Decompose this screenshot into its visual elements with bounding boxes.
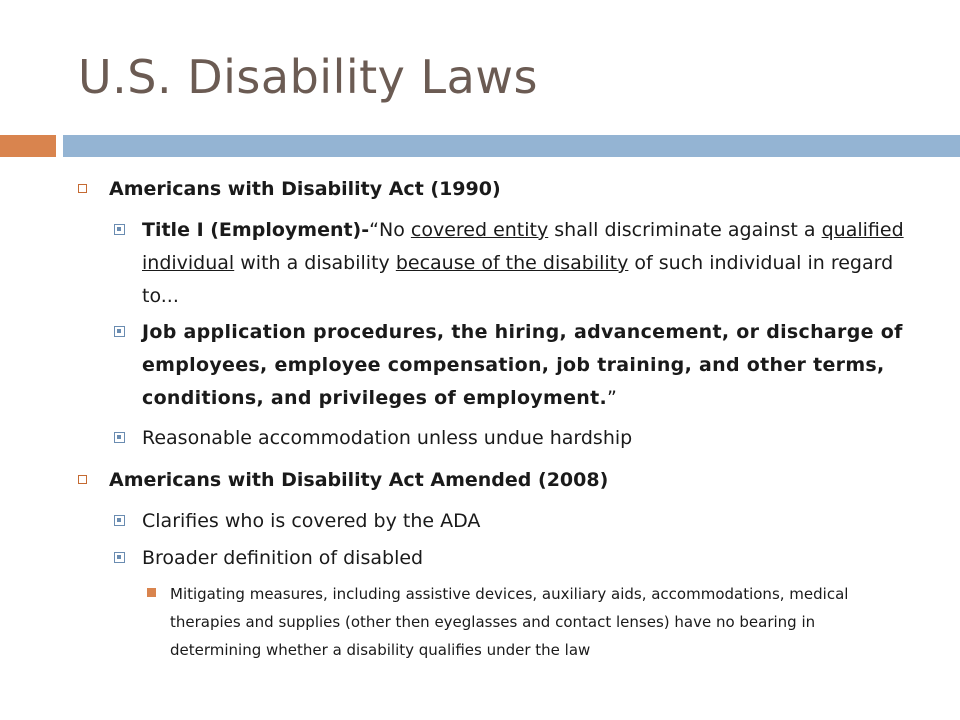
because-of-disability-term: because of the disability bbox=[395, 252, 629, 274]
title-i-prefix: Title I (Employment)- bbox=[142, 219, 370, 241]
clarifies-text: Clarifies who is covered by the ADA bbox=[142, 510, 481, 532]
filled-square-bullet-icon bbox=[114, 432, 125, 443]
square-bullet-icon bbox=[78, 184, 87, 193]
bullet-job-application bbox=[142, 316, 922, 415]
reasonable-accommodation-text: Reasonable accommodation unless undue hardship bbox=[142, 427, 633, 449]
filled-square-bullet-icon bbox=[114, 515, 125, 526]
square-bullet-icon bbox=[78, 475, 87, 484]
ada-2008-label: Americans with Disability Act Amended (2008) bbox=[109, 469, 609, 491]
quote-close: ” bbox=[607, 387, 617, 409]
title-i-text-2: with a disability bbox=[234, 252, 396, 274]
bullet-broader-definition bbox=[142, 542, 922, 575]
quote-open: “No bbox=[369, 219, 411, 241]
qualified-individual-term: qualified individual bbox=[142, 219, 904, 274]
covered-entity-term: covered entity bbox=[410, 219, 549, 241]
job-application-text: Job application procedures, the hiring, advancement, or discharge of employees, employee compensation, job training, and other terms, conditions, and privileges of employment. bbox=[142, 321, 903, 409]
mitigating-measures-text: Mitigating measures, including assistive devices, auxiliary aids, accommodations, medical therapies and supplies (other then eyeglasses and contact lenses) have no bearing in determining whether a disability qualifies under the law bbox=[170, 585, 849, 659]
ada-1990-label: Americans with Disability Act (1990) bbox=[109, 178, 501, 200]
bullet-clarifies bbox=[142, 505, 922, 538]
orange-square-bullet-icon bbox=[147, 588, 156, 597]
title-i-text-3: of such individual in regard to... bbox=[142, 252, 894, 307]
bullet-reasonable-accommodation bbox=[142, 422, 922, 455]
filled-square-bullet-icon bbox=[114, 326, 125, 337]
filled-square-bullet-icon bbox=[114, 224, 125, 235]
filled-square-bullet-icon bbox=[114, 552, 125, 563]
broader-definition-text: Broader definition of disabled bbox=[142, 547, 424, 569]
bullet-mitigating-measures bbox=[170, 580, 910, 664]
bullet-ada-2008 bbox=[109, 464, 909, 497]
bullet-ada-1990 bbox=[109, 173, 909, 206]
slide-title: U.S. Disability Laws bbox=[78, 50, 538, 104]
title-i-text-1: shall discriminate against a bbox=[548, 219, 822, 241]
bullet-title-i bbox=[142, 214, 922, 313]
